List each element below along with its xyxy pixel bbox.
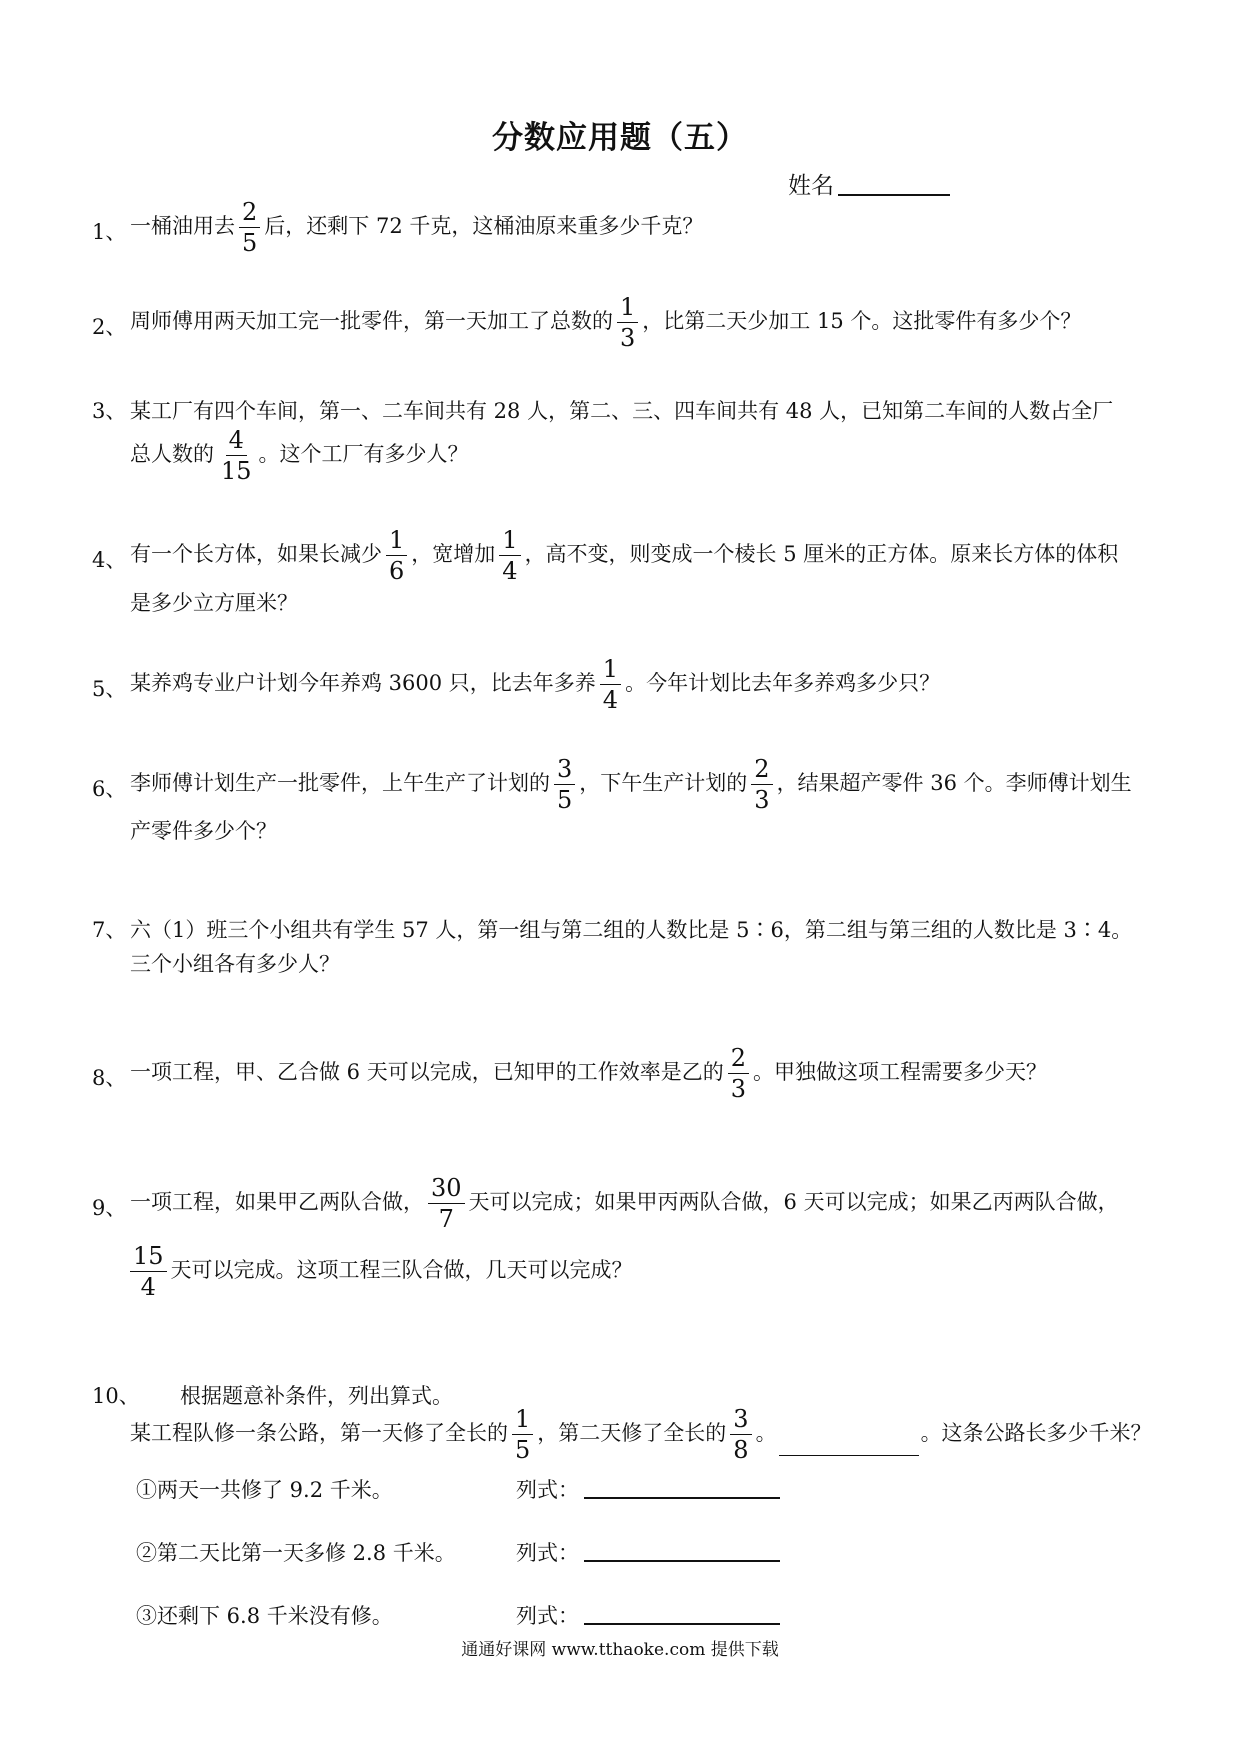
numerator: 1 <box>600 657 621 685</box>
question-6-number: 6、 <box>92 777 127 801</box>
denominator: 6 <box>389 557 405 585</box>
question-7-line-2: 三个小组各有多少人？ <box>130 952 340 976</box>
question-text: 一项工程，甲、乙合做 6 天可以完成，已知甲的工作效率是乙的 <box>130 1060 724 1084</box>
question-4-number: 4、 <box>92 548 127 572</box>
question-text: ，比第二天少加工 15 个。这批零件有多少个？ <box>642 309 1082 333</box>
condition-item-1: ①两天一共修了 9.2 千米。 <box>136 1478 393 1502</box>
question-text: ，高不变，则变成一个棱长 5 厘米的正方体。原来长方体的体积 <box>524 542 1119 566</box>
question-text: 后，还剩下 72 千克，这桶油原来重多少千克？ <box>264 214 704 238</box>
question-text: 。这条公路长多少千米？ <box>920 1421 1152 1445</box>
question-9-number: 9、 <box>92 1196 127 1220</box>
fraction <box>428 1176 465 1231</box>
fraction <box>512 1407 533 1462</box>
denominator: 15 <box>221 457 252 485</box>
numerator: 3 <box>730 1407 751 1435</box>
denominator: 5 <box>515 1436 531 1464</box>
question-text: 天可以完成；如果甲丙两队合做，6 天可以完成；如果乙丙两队合做， <box>468 1190 1119 1214</box>
condition-item-3: ③还剩下 6.8 千米没有修。 <box>136 1604 393 1628</box>
formula-blank-3[interactable] <box>584 1623 780 1625</box>
numerator: 15 <box>130 1244 167 1272</box>
formula-label-1: 列式： <box>516 1478 579 1502</box>
question-6-line-2: 产零件多少个？ <box>130 819 277 843</box>
question-text: 周师傅用两天加工完一批零件，第一天加工了总数的 <box>130 309 613 333</box>
question-10-body <box>130 1407 1152 1462</box>
fraction <box>239 200 260 255</box>
fraction <box>386 528 407 583</box>
question-9-line-1 <box>130 1176 1119 1231</box>
question-text: 李师傅计划生产一批零件，上午生产了计划的 <box>130 771 550 795</box>
fraction <box>751 757 772 812</box>
denominator: 5 <box>557 786 573 814</box>
question-text: ，结果超产零件 36 个。李师傅计划生 <box>776 771 1132 795</box>
question-10-number: 10、 <box>92 1384 140 1408</box>
formula-blank-1[interactable] <box>584 1497 780 1499</box>
question-text: 某养鸡专业户计划今年养鸡 3600 只，比去年多养 <box>130 671 596 695</box>
question-text: 。这个工厂有多少人？ <box>258 442 469 466</box>
question-3-line-2 <box>130 428 469 483</box>
condition-item-2: ②第二天比第一天多修 2.8 千米。 <box>136 1541 456 1565</box>
denominator: 3 <box>620 324 636 352</box>
formula-blank-2[interactable] <box>584 1560 780 1562</box>
question-text: ，宽增加 <box>411 542 496 566</box>
question-3-line-1: 某工厂有四个车间，第一、二车间共有 28 人，第二、三、四车间共有 48 人，已知第二车间的人数占全厂 <box>130 399 1114 423</box>
question-text: ，下午生产计划的 <box>579 771 748 795</box>
denominator: 4 <box>602 686 619 714</box>
formula-label-3: 列式： <box>516 1604 579 1628</box>
denominator: 3 <box>730 1075 746 1103</box>
question-3-number: 3、 <box>92 399 127 423</box>
fraction <box>499 528 520 583</box>
question-10-heading: 根据题意补条件，列出算式。 <box>180 1384 453 1408</box>
fraction <box>617 295 638 350</box>
question-2-number: 2、 <box>92 315 127 339</box>
question-text: 一桶油用去 <box>130 214 235 238</box>
question-5-number: 5、 <box>92 677 127 701</box>
fraction <box>130 1244 167 1299</box>
denominator: 8 <box>733 1436 749 1464</box>
question-8 <box>130 1046 1047 1101</box>
page-title: 分数应用题（五） <box>492 120 748 156</box>
denominator: 7 <box>438 1205 454 1233</box>
denominator: 3 <box>754 786 770 814</box>
question-text: 某工程队修一条公路，第一天修了全长的 <box>130 1421 508 1445</box>
fraction <box>600 657 621 712</box>
question-7-number: 7、 <box>92 918 127 942</box>
question-text: 。 <box>755 1421 777 1445</box>
footer-source: 通通好课网 www.tthaoke.com 提供下载 <box>461 1640 779 1660</box>
numerator: 2 <box>239 200 260 228</box>
question-text: ，第二天修了全长的 <box>537 1421 727 1445</box>
question-6-line-1 <box>130 757 1132 812</box>
question-text: 。今年计划比去年多养鸡多少只？ <box>625 671 941 695</box>
denominator: 5 <box>242 229 258 257</box>
numerator: 30 <box>428 1176 465 1204</box>
question-9-line-2 <box>130 1244 633 1299</box>
numerator: 1 <box>512 1407 533 1435</box>
numerator: 1 <box>386 528 407 556</box>
question-text: 一项工程，如果甲乙两队合做， <box>130 1190 424 1214</box>
condition-blank[interactable] <box>779 1454 919 1456</box>
question-2 <box>130 295 1081 350</box>
question-4-line-2: 是多少立方厘米？ <box>130 591 298 615</box>
numerator: 1 <box>499 528 520 556</box>
question-text: 。甲独做这项工程需要多少天？ <box>753 1060 1047 1084</box>
question-1-number: 1、 <box>92 220 127 244</box>
fraction <box>730 1407 751 1462</box>
numerator: 2 <box>728 1046 749 1074</box>
question-8-number: 8、 <box>92 1066 127 1090</box>
denominator: 4 <box>140 1273 156 1301</box>
numerator: 3 <box>554 757 575 785</box>
question-7-line-1: 六（1）班三个小组共有学生 57 人，第一组与第二组的人数比是 5∶6，第二组与第三组的人数比是 3∶4。 <box>130 918 1133 942</box>
question-1 <box>130 200 703 255</box>
name-blank-line[interactable] <box>838 194 950 196</box>
question-text: 总人数的 <box>130 442 214 466</box>
name-label: 姓名 <box>788 173 834 199</box>
question-text: 天可以完成。这项工程三队合做，几天可以完成？ <box>170 1258 633 1282</box>
fraction <box>728 1046 749 1101</box>
question-text: 有一个长方体，如果长减少 <box>130 542 382 566</box>
fraction <box>218 428 255 483</box>
formula-label-2: 列式： <box>516 1541 579 1565</box>
numerator: 2 <box>751 757 772 785</box>
question-5 <box>130 657 940 712</box>
numerator: 1 <box>617 295 638 323</box>
denominator: 4 <box>502 557 518 585</box>
numerator: 4 <box>226 428 247 456</box>
fraction <box>554 757 575 812</box>
question-4-line-1 <box>130 528 1118 583</box>
